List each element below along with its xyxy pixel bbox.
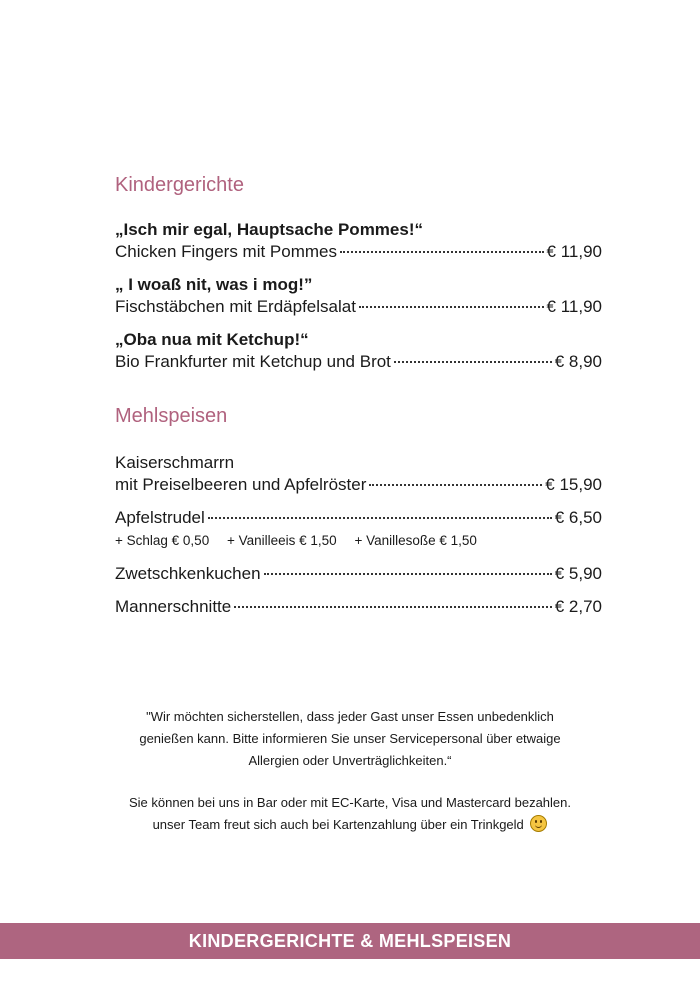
payment-note	[90, 792, 610, 836]
item-line	[115, 507, 602, 529]
dot-leader	[394, 361, 552, 363]
item-description: Fischstäbchen mit Erdäpfelsalat	[115, 297, 356, 316]
item-price: € 6,50	[554, 508, 602, 527]
item-description: Chicken Fingers mit Pommes	[115, 242, 338, 261]
item-name: „ I woaß nit, was i mog!”	[115, 275, 313, 294]
menu-item-zwetschkenkuchen	[115, 563, 602, 585]
extra-vanillesosse: + Vanillesoße € 1,50	[354, 533, 477, 548]
item-name: Kaiserschmarrn	[115, 453, 235, 472]
item-description: Apfelstrudel	[115, 508, 205, 527]
dot-leader	[264, 573, 552, 575]
item-price: € 2,70	[554, 597, 602, 616]
item-price: € 11,90	[546, 242, 602, 261]
allergy-note-line: "Wir möchten sicherstellen, dass jeder Gast unser Essen unbedenklich	[146, 709, 554, 724]
dot-leader	[208, 517, 552, 519]
dot-leader	[359, 306, 544, 308]
payment-note-line	[90, 814, 610, 836]
menu-item-mannerschnitte	[115, 596, 602, 618]
allergy-note-line: genießen kann. Bitte informieren Sie unser Servicepersonal über etwaige	[139, 731, 561, 746]
extras-list	[115, 532, 602, 550]
footer-banner: KINDERGERICHTE & MEHLSPEISEN	[0, 923, 700, 959]
item-description: Zwetschkenkuchen	[115, 564, 261, 583]
item-price: € 11,90	[546, 297, 602, 316]
item-description: Bio Frankfurter mit Ketchup und Brot	[115, 352, 391, 371]
payment-note-text: unser Team freut sich auch bei Kartenzahlung über ein Trinkgeld	[152, 817, 524, 832]
payment-note-line: Sie können bei uns in Bar oder mit EC-Karte, Visa und Mastercard bezahlen.	[129, 795, 571, 810]
item-line	[115, 296, 602, 318]
menu-item-apfelstrudel	[115, 507, 602, 550]
section-title-mehlspeisen: Mehlspeisen	[115, 405, 228, 427]
dot-leader	[234, 606, 552, 608]
section-title-kindergerichte: Kindergerichte	[115, 174, 244, 196]
item-line	[115, 563, 602, 585]
item-line	[115, 351, 602, 373]
dot-leader	[340, 251, 544, 253]
extra-vanilleeis: + Vanilleeis € 1,50	[226, 533, 337, 548]
item-line	[115, 241, 602, 263]
menu-item-fischstaebchen	[115, 274, 602, 318]
item-name: „Isch mir egal, Hauptsache Pommes!“	[115, 220, 423, 239]
item-line	[115, 596, 602, 618]
item-description: Mannerschnitte	[115, 597, 232, 616]
menu-item-pommes	[115, 219, 602, 263]
item-price: € 5,90	[554, 564, 602, 583]
smiling-face-icon	[530, 815, 547, 832]
menu-item-kaiserschmarrn	[115, 452, 602, 496]
menu-item-frankfurter	[115, 329, 602, 373]
item-price: € 15,90	[545, 475, 602, 494]
allergy-note-line: Allergien oder Unverträglichkeiten.“	[248, 753, 452, 768]
item-line	[115, 474, 602, 496]
item-description: mit Preiselbeeren und Apfelröster	[115, 475, 367, 494]
allergy-note	[100, 706, 600, 772]
item-price: € 8,90	[554, 352, 602, 371]
dot-leader	[369, 484, 542, 486]
extra-schlag: + Schlag € 0,50	[115, 533, 210, 548]
item-name: „Oba nua mit Ketchup!“	[115, 330, 309, 349]
